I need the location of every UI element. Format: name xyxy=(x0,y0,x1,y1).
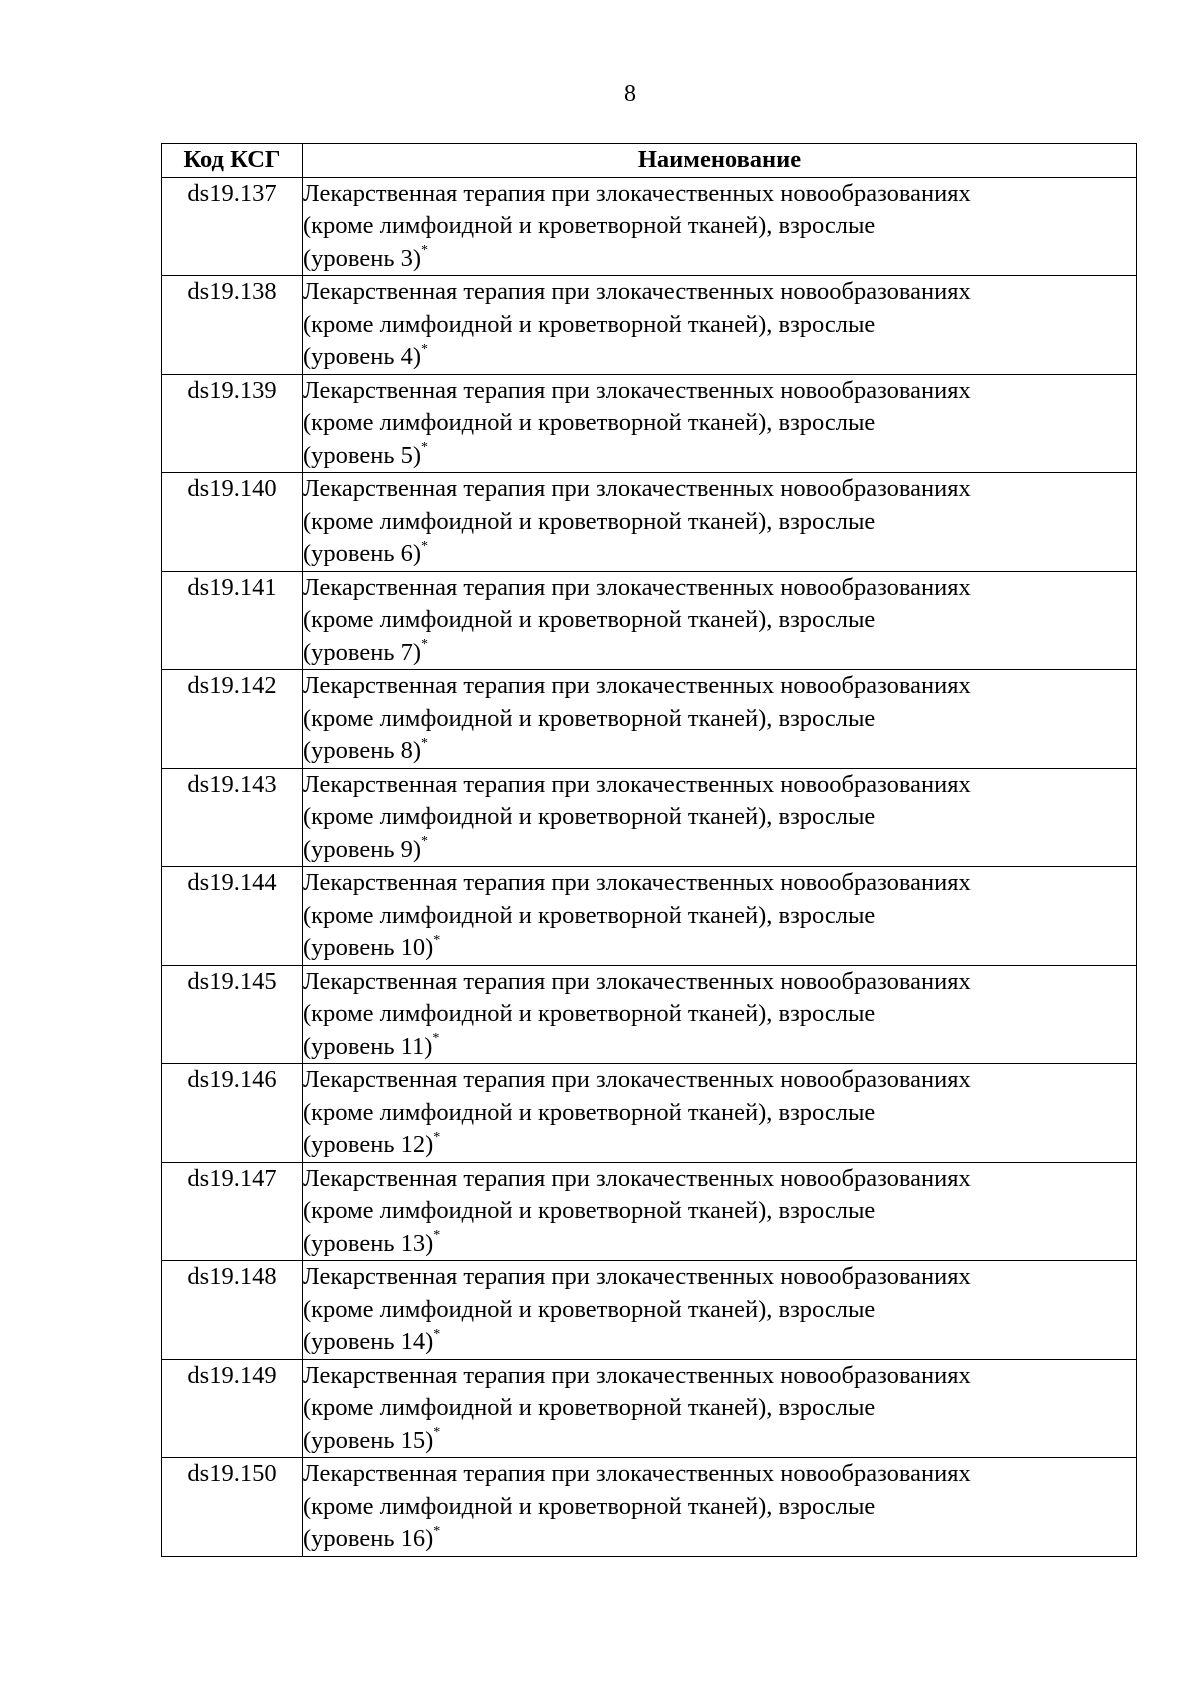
name-text: (уровень 14) xyxy=(303,1328,434,1355)
name-line xyxy=(303,178,1136,211)
ksg-name-cell xyxy=(303,768,1137,867)
ksg-code-cell: ds19.145 xyxy=(162,965,303,1064)
ksg-code-cell: ds19.147 xyxy=(162,1162,303,1261)
table-row xyxy=(162,1458,1137,1557)
name-line xyxy=(303,1425,1136,1458)
footnote-mark: * xyxy=(421,637,429,653)
name-line xyxy=(303,966,1136,999)
table-row xyxy=(162,374,1137,473)
name-line xyxy=(303,900,1136,933)
name-text: (кроме лимфоидной и кроветворной тканей), взрослые xyxy=(303,1197,876,1224)
page-number: 8 xyxy=(624,81,636,107)
name-text: Лекарственная терапия при злокачественных новообразованиях xyxy=(303,869,971,896)
name-text: (уровень 15) xyxy=(303,1426,434,1454)
name-line xyxy=(303,1228,1136,1261)
table-row xyxy=(162,177,1137,276)
ksg-name-cell xyxy=(303,177,1137,276)
ksg-code-cell: ds19.141 xyxy=(162,571,303,670)
ksg-name-cell xyxy=(303,867,1137,966)
ksg-code-cell: ds19.140 xyxy=(162,473,303,572)
table-row xyxy=(162,276,1137,375)
ksg-name-cell xyxy=(303,374,1137,473)
table-row xyxy=(162,1261,1137,1360)
name-text: Лекарственная терапия при злокачественных новообразованиях xyxy=(303,1460,971,1487)
name-line xyxy=(303,1195,1136,1228)
table-row xyxy=(162,768,1137,867)
header-code: Код КСГ xyxy=(162,144,303,178)
name-text: (уровень 11) xyxy=(303,1032,433,1060)
name-line xyxy=(303,769,1136,802)
ksg-name-cell xyxy=(303,965,1137,1064)
name-line xyxy=(303,1491,1136,1524)
footnote-mark: * xyxy=(433,1326,441,1342)
header-name: Наименование xyxy=(303,144,1137,178)
table-row xyxy=(162,1064,1137,1163)
table-row xyxy=(162,1162,1137,1261)
footnote-mark: * xyxy=(421,538,429,554)
table-row xyxy=(162,867,1137,966)
name-text: (уровень 4) xyxy=(303,343,422,370)
footnote-mark: * xyxy=(433,1129,441,1145)
name-text: (уровень 10) xyxy=(303,934,434,961)
footnote-mark: * xyxy=(433,1425,441,1441)
name-line xyxy=(303,735,1136,768)
name-text: Лекарственная терапия при злокачественных новообразованиях xyxy=(303,1066,971,1093)
name-line xyxy=(303,867,1136,900)
name-line xyxy=(303,407,1136,440)
ksg-code-cell: ds19.142 xyxy=(162,670,303,769)
name-line xyxy=(303,572,1136,605)
footnote-mark: * xyxy=(421,341,429,357)
ksg-code-cell: ds19.146 xyxy=(162,1064,303,1163)
table-row xyxy=(162,1359,1137,1458)
ksg-name-cell xyxy=(303,1458,1137,1557)
footnote-mark: * xyxy=(433,932,441,948)
name-line xyxy=(303,1261,1136,1294)
name-line xyxy=(303,670,1136,703)
name-line xyxy=(303,1129,1136,1162)
name-line xyxy=(303,538,1136,571)
name-line xyxy=(303,309,1136,342)
ksg-code-cell: ds19.150 xyxy=(162,1458,303,1557)
name-text: (кроме лимфоидной и кроветворной тканей), взрослые xyxy=(303,1098,876,1126)
name-text: (уровень 13) xyxy=(303,1229,434,1257)
footnote-mark: * xyxy=(421,440,429,456)
name-line xyxy=(303,276,1136,309)
name-line xyxy=(303,1294,1136,1327)
ksg-code-cell: ds19.144 xyxy=(162,867,303,966)
name-text: (кроме лимфоидной и кроветворной тканей), взрослые xyxy=(303,507,876,535)
footnote-mark: * xyxy=(433,1523,441,1539)
name-text: Лекарственная терапия при злокачественных новообразованиях xyxy=(303,672,971,699)
name-line xyxy=(303,375,1136,408)
name-text: (кроме лимфоидной и кроветворной тканей), взрослые xyxy=(303,606,876,633)
name-text: (кроме лимфоидной и кроветворной тканей), взрослые xyxy=(303,1000,876,1027)
name-line xyxy=(303,1360,1136,1393)
name-line xyxy=(303,210,1136,243)
name-text: (уровень 3) xyxy=(303,244,422,272)
name-text: Лекарственная терапия при злокачественных новообразованиях xyxy=(303,1361,971,1389)
ksg-code-cell: ds19.137 xyxy=(162,177,303,276)
name-text: (кроме лимфоидной и кроветворной тканей), взрослые xyxy=(303,1394,876,1421)
name-line xyxy=(303,1064,1136,1097)
name-text: Лекарственная терапия при злокачественных новообразованиях xyxy=(303,179,971,207)
name-line xyxy=(303,1097,1136,1130)
name-line xyxy=(303,1523,1136,1556)
name-line xyxy=(303,637,1136,670)
name-text: (кроме лимфоидной и кроветворной тканей), взрослые xyxy=(303,1295,876,1323)
ksg-name-cell xyxy=(303,276,1137,375)
name-text: (кроме лимфоидной и кроветворной тканей), взрослые xyxy=(303,803,876,830)
ksg-code-cell: ds19.148 xyxy=(162,1261,303,1360)
name-text: (уровень 6) xyxy=(303,540,422,567)
ksg-name-cell xyxy=(303,1162,1137,1261)
name-text: (уровень 8) xyxy=(303,737,422,764)
name-text: (кроме лимфоидной и кроветворной тканей), взрослые xyxy=(303,1492,876,1520)
name-line xyxy=(303,703,1136,736)
table-body xyxy=(162,177,1137,1556)
name-text: (уровень 12) xyxy=(303,1131,434,1158)
table-row xyxy=(162,473,1137,572)
footnote-mark: * xyxy=(421,834,429,850)
table-row xyxy=(162,670,1137,769)
name-line xyxy=(303,1163,1136,1196)
name-text: (кроме лимфоидной и кроветворной тканей), взрослые xyxy=(303,212,876,239)
ksg-name-cell xyxy=(303,1064,1137,1163)
name-text: Лекарственная терапия при злокачественных новообразованиях xyxy=(303,1164,971,1192)
name-line xyxy=(303,604,1136,637)
footnote-mark: * xyxy=(433,1228,441,1244)
table-row xyxy=(162,571,1137,670)
ksg-name-cell xyxy=(303,670,1137,769)
name-text: (кроме лимфоидной и кроветворной тканей), взрослые xyxy=(303,901,876,929)
name-line xyxy=(303,998,1136,1031)
footnote-mark: * xyxy=(421,735,429,751)
ksg-code-cell: ds19.138 xyxy=(162,276,303,375)
ksg-code-cell: ds19.149 xyxy=(162,1359,303,1458)
name-line xyxy=(303,243,1136,276)
ksg-name-cell xyxy=(303,571,1137,670)
name-line xyxy=(303,932,1136,965)
name-line xyxy=(303,506,1136,539)
ksg-code-cell: ds19.139 xyxy=(162,374,303,473)
name-line xyxy=(303,440,1136,473)
ksg-name-cell xyxy=(303,473,1137,572)
name-text: (уровень 9) xyxy=(303,835,422,863)
name-text: (кроме лимфоидной и кроветворной тканей), взрослые xyxy=(303,704,876,732)
name-text: Лекарственная терапия при злокачественных новообразованиях xyxy=(303,475,971,502)
name-line xyxy=(303,341,1136,374)
name-text: Лекарственная терапия при злокачественных новообразованиях xyxy=(303,278,971,305)
name-text: (кроме лимфоидной и кроветворной тканей), взрослые xyxy=(303,310,876,338)
footnote-mark: * xyxy=(421,243,429,259)
table-header-row xyxy=(162,144,1137,178)
name-line xyxy=(303,1392,1136,1425)
ksg-table xyxy=(161,143,1137,1557)
name-text: (уровень 5) xyxy=(303,441,422,469)
table-row xyxy=(162,965,1137,1064)
name-text: (уровень 16) xyxy=(303,1525,434,1552)
name-text: (уровень 7) xyxy=(303,638,422,666)
name-line xyxy=(303,801,1136,834)
ksg-name-cell xyxy=(303,1359,1137,1458)
name-text: Лекарственная терапия при злокачественных новообразованиях xyxy=(303,1263,971,1290)
footnote-mark: * xyxy=(432,1031,440,1047)
name-text: Лекарственная терапия при злокачественных новообразованиях xyxy=(303,376,971,404)
name-text: Лекарственная терапия при злокачественных новообразованиях xyxy=(303,770,971,798)
ksg-code-cell: ds19.143 xyxy=(162,768,303,867)
name-text: Лекарственная терапия при злокачественных новообразованиях xyxy=(303,967,971,995)
name-line xyxy=(303,1326,1136,1359)
name-line xyxy=(303,1458,1136,1491)
ksg-name-cell xyxy=(303,1261,1137,1360)
name-text: (кроме лимфоидной и кроветворной тканей), взрослые xyxy=(303,409,876,436)
name-line xyxy=(303,834,1136,867)
name-text: Лекарственная терапия при злокачественных новообразованиях xyxy=(303,573,971,601)
name-line xyxy=(303,1031,1136,1064)
name-line xyxy=(303,473,1136,506)
